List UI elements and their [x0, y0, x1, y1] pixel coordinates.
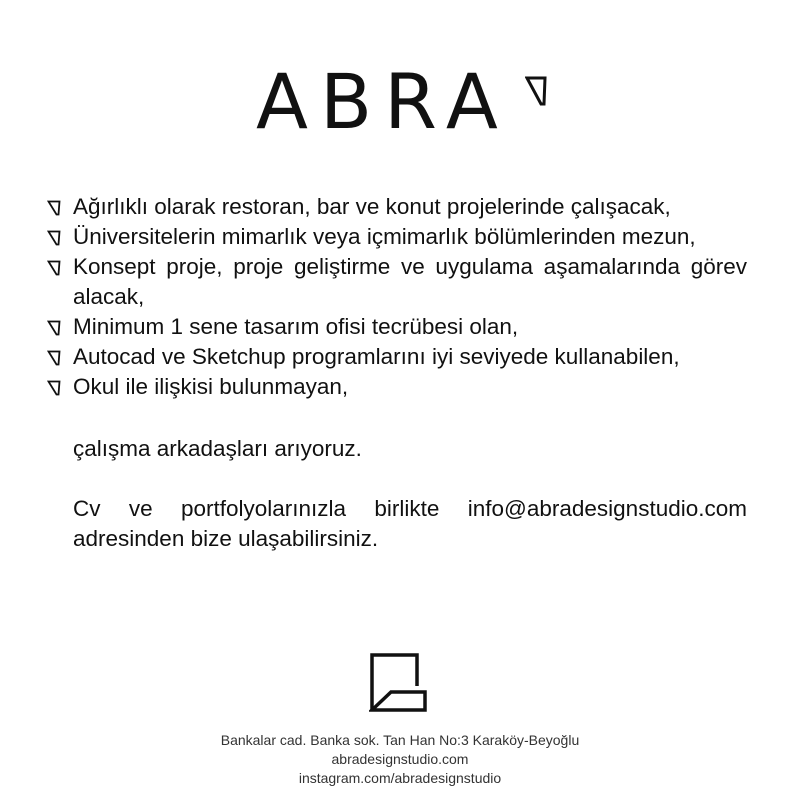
- footer-address: Bankalar cad. Banka sok. Tan Han No:3 Karaköy-Beyoğlu: [220, 732, 580, 748]
- footer-logo-icon: [369, 652, 431, 714]
- job-posting-content: [47, 192, 747, 554]
- footer-instagram[interactable]: instagram.com/abradesignstudio: [298, 770, 502, 786]
- requirement-item: [47, 192, 747, 222]
- bullet-icon: [47, 200, 61, 216]
- requirement-text: Minimum 1 sene tasarım ofisi tecrübesi olan,: [73, 314, 519, 339]
- bullet-icon: [47, 350, 61, 366]
- header: [0, 57, 800, 146]
- requirement-item: [47, 222, 747, 252]
- bullet-icon: [47, 260, 61, 276]
- requirements-list: [47, 192, 747, 402]
- statement-text: çalışma arkadaşları arıyoruz.: [73, 436, 362, 461]
- requirement-item: [47, 312, 747, 342]
- requirement-item: [47, 252, 747, 312]
- requirement-text: Autocad ve Sketchup programlarını iyi seviyede kullanabilen,: [73, 344, 680, 369]
- footer: [0, 731, 800, 788]
- requirement-text: Okul ile ilişkisi bulunmayan,: [73, 374, 349, 399]
- requirement-text: Ağırlıklı olarak restoran, bar ve konut projelerinde çalışacak,: [73, 194, 671, 219]
- requirement-item: [47, 342, 747, 372]
- footer-website[interactable]: abradesignstudio.com: [331, 751, 469, 767]
- requirement-item: [47, 372, 747, 402]
- bullet-icon: [47, 320, 61, 336]
- requirement-text: Üniversitelerin mimarlık veya içmimarlık bölümlerinden mezun,: [73, 224, 696, 249]
- brand-logo-text: ABRA: [256, 57, 510, 146]
- bullet-icon: [47, 230, 61, 246]
- bullet-icon: [47, 380, 61, 396]
- requirement-text: Konsept proje, proje geliştirme ve uygulama aşamalarında görev alacak,: [73, 254, 747, 309]
- contact-text: Cv ve portfolyolarınızla birlikte info@abradesignstudio.com adresinden bize ulaşabilirsiniz.: [73, 496, 747, 551]
- logo-mark-icon: [525, 76, 547, 106]
